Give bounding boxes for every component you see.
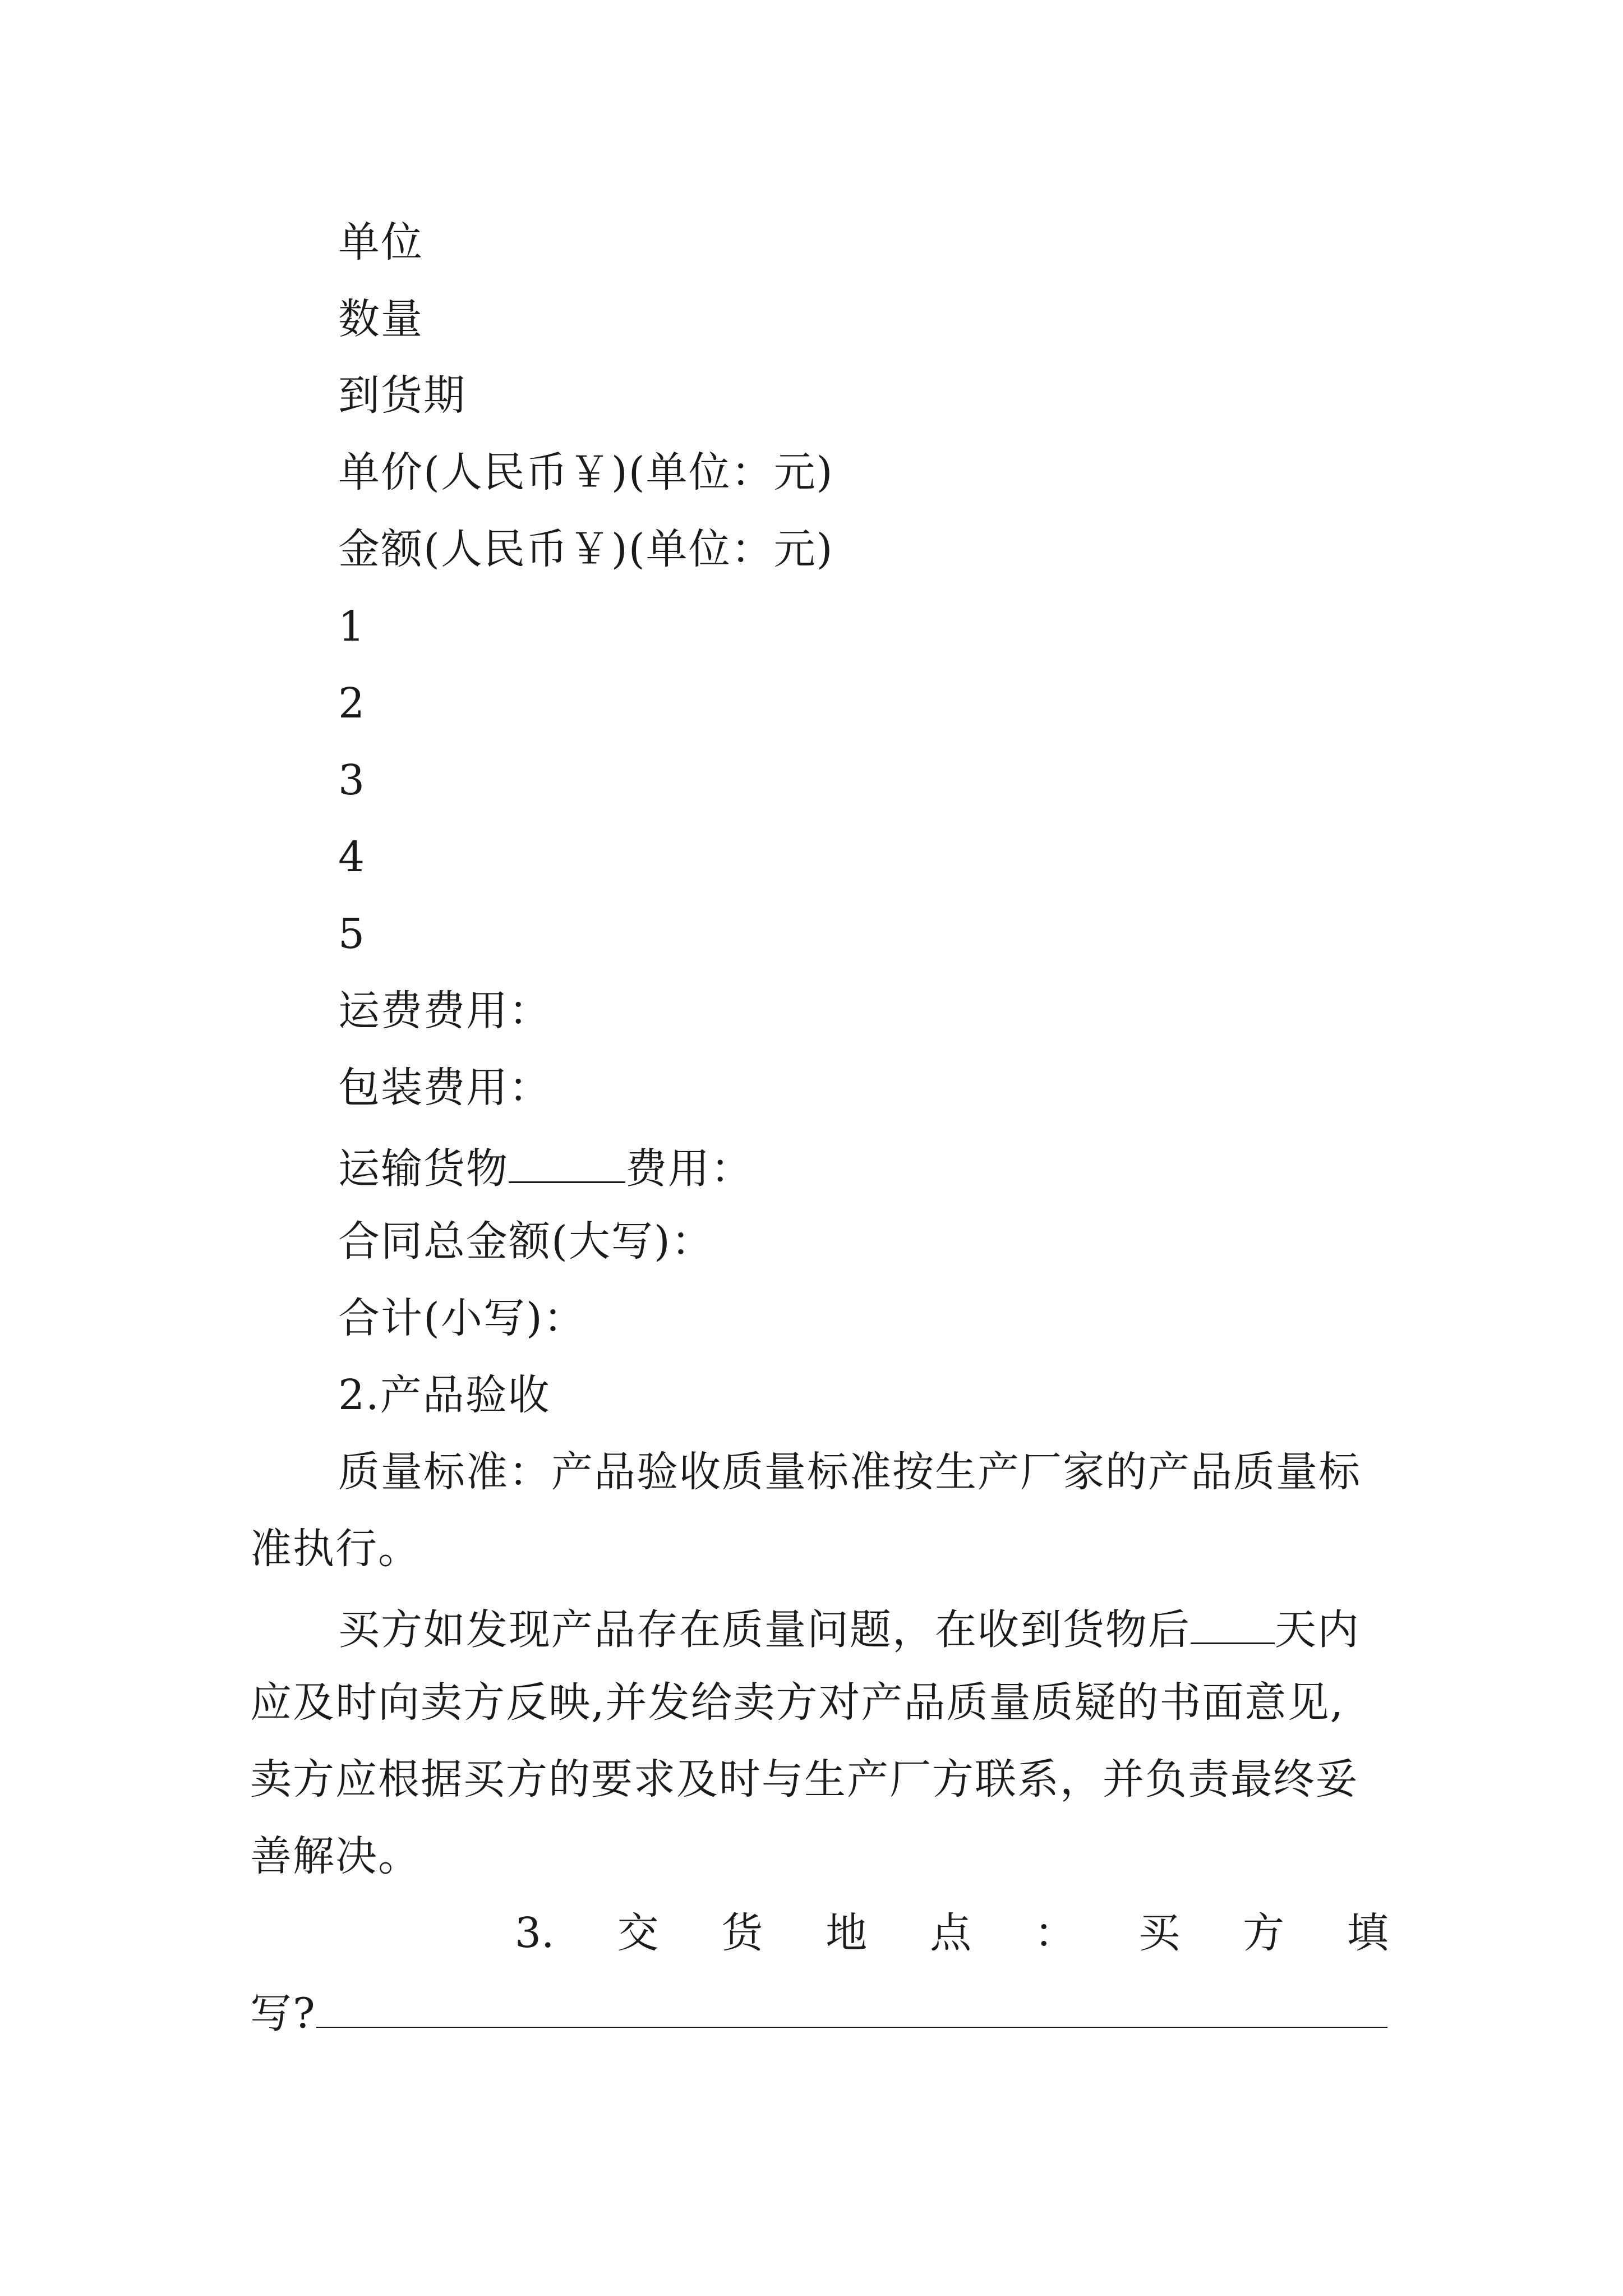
transport-blank (509, 1144, 625, 1183)
delivery-char: 交 (617, 1909, 659, 1957)
quality-issue-line-2: 应及时向卖方反映,并发给卖方对产品质量质疑的书面意见, (250, 1678, 1345, 1727)
delivery-char: 货 (721, 1909, 763, 1957)
days-text: 天内 (1275, 1605, 1360, 1654)
section-heading-acceptance: 2.产品验收 (338, 1371, 551, 1419)
quality-issue-line-3: 卖方应根据买方的要求及时与生产厂方联系，并负责最终妥 (250, 1755, 1358, 1803)
unit-price-label: 单价(人民币￥)(单位：元) (338, 448, 834, 496)
quantity-label: 数量 (338, 295, 423, 343)
quality-standard-line-1: 质量标准：产品验收质量标准按生产厂家的产品质量标 (338, 1448, 1361, 1496)
row-number-4: 4 (338, 833, 366, 881)
contract-total-label: 合同总金额(大写)： (338, 1217, 714, 1266)
delivery-char: 地 (826, 1909, 868, 1957)
transport-cost-line (338, 1144, 753, 1193)
row-number-1: 1 (338, 602, 366, 651)
delivery-char: 3. (514, 1909, 555, 1957)
delivery-place-blank (316, 1989, 1387, 2028)
delivery-char: ： (1034, 1909, 1076, 1957)
quality-issue-text: 买方如发现产品存在质量问题，在收到货物后 (338, 1605, 1191, 1654)
quality-issue-line-4: 善解决。 (250, 1832, 421, 1880)
delivery-char: 方 (1242, 1909, 1284, 1957)
cost-text: 费用： (625, 1144, 753, 1193)
quality-standard-line-2: 准执行。 (250, 1525, 421, 1573)
row-number-5: 5 (338, 910, 366, 958)
row-number-2: 2 (338, 679, 366, 728)
packaging-cost-label: 包装费用： (338, 1064, 551, 1112)
delivery-char: 填 (1347, 1909, 1389, 1957)
row-number-3: 3 (338, 756, 366, 804)
amount-label: 金额(人民币￥)(单位：元) (338, 525, 834, 573)
freight-cost-label: 运费费用： (338, 987, 551, 1035)
indent-spacer (250, 1912, 452, 1954)
delivery-date-label: 到货期 (338, 371, 466, 420)
fill-in-line (250, 1989, 1389, 2038)
transport-goods-text: 运输货物 (338, 1144, 509, 1193)
delivery-place-line (250, 1909, 1389, 1957)
unit-label: 单位 (338, 218, 423, 266)
delivery-char: 点 (930, 1909, 972, 1957)
days-blank (1191, 1605, 1275, 1644)
delivery-char: 买 (1138, 1909, 1181, 1957)
quality-issue-line-1 (338, 1605, 1360, 1654)
fill-in-label: 写? (250, 1989, 316, 2038)
subtotal-label: 合计(小写)： (338, 1294, 586, 1342)
